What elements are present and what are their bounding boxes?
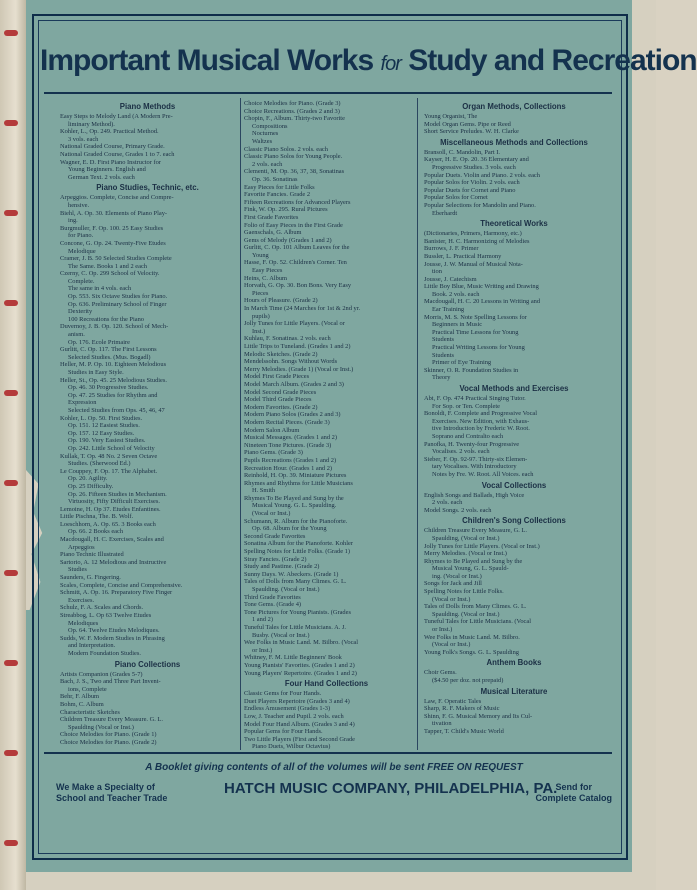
catalog-entry: Bohm, C. Album bbox=[60, 700, 104, 708]
title-rule bbox=[44, 92, 612, 94]
section-heading: Four Hand Collections bbox=[284, 679, 369, 689]
catalog-entry: Burgmuller, F. Op. 100. 25 Easy Studies bbox=[60, 224, 164, 232]
catalog-entry: Hasse, F. Op. 52. Children's Corner. Ten bbox=[244, 259, 347, 267]
catalog-entry: or Inst.) bbox=[252, 646, 273, 654]
catalog-entry: Wee Folks in Music Land. M. Bilbro. bbox=[424, 633, 520, 641]
catalog-entry: tive Introduction by Frederic W. Root. bbox=[432, 425, 530, 433]
catalog-entry: Clementi, M. Op. 36, 37, 38, Sonatinas bbox=[244, 168, 345, 176]
catalog-entry: Primer of Eye Training bbox=[432, 359, 492, 367]
catalog-entry: Notes by Fre. W. Root. All Voices. each bbox=[432, 470, 534, 478]
catalog-entry: ions, Complete bbox=[68, 685, 107, 693]
catalog-entry: Students bbox=[432, 336, 455, 344]
catalog-entry: Young Pianists' Favorites. (Grades 1 and 2) bbox=[244, 661, 355, 669]
catalog-entry: Young bbox=[252, 251, 269, 259]
catalog-entry: ($4.50 per doz. not prepaid) bbox=[432, 677, 504, 684]
title-part-1: Important Musical Works bbox=[40, 44, 374, 77]
catalog-entry: Burrows, J. F. Primer bbox=[424, 245, 479, 253]
catalog-entry: Merry Melodies. (Grade 1) (Vocal or Inst.) bbox=[244, 365, 354, 373]
catalog-entry: Gurlitt, C. Op. 101 Album Leaves for the bbox=[244, 244, 350, 252]
catalog-entry: Choice Melodies for Piano. (Grade 1) bbox=[60, 731, 157, 739]
section-heading: Miscellaneous Methods and Collections bbox=[440, 137, 588, 147]
catalog-entry: Modern Favorites. (Grade 2) bbox=[244, 403, 318, 411]
catalog-entry: Op. 176. Ecole Primaire bbox=[68, 338, 130, 346]
footer-rule bbox=[44, 752, 612, 754]
catalog-entry: 2 vols. each bbox=[252, 160, 283, 168]
catalog-entry: Two Little Players (First and Second Grade bbox=[244, 735, 356, 743]
catalog-entry: Bransoll, C. Mandolin, Part I. bbox=[424, 148, 500, 156]
catalog-entry: Wee Folks in Music Land. M. Bilbro. (Vocal bbox=[244, 639, 359, 647]
catalog-entry: Macdougall, H. C. 20 Lessons in Writing and bbox=[424, 298, 541, 306]
catalog-column-1 bbox=[60, 100, 235, 748]
catalog-entry: Jolly Tunes for Little Players. (Vocal or Inst.) bbox=[424, 542, 540, 550]
catalog-entry: Piano Technic Illustrated bbox=[60, 551, 124, 559]
catalog-entry: (Dictionaries, Primers, Harmony, etc.) bbox=[424, 230, 522, 238]
catalog-entry: Fink, W. Op. 295. Rural Pictures bbox=[244, 206, 328, 214]
catalog-entry: Op. 25 Difficulty. bbox=[68, 482, 114, 490]
catalog-entry: Artists Companion (Grades 5-7) bbox=[60, 670, 143, 678]
catalog-entry: Saunders, G. Fingering. bbox=[60, 574, 121, 582]
catalog-entry: Sharp, R. F. Makers of Music bbox=[424, 705, 500, 713]
catalog-entry: Kohler, L. Op. 50. First Studies. bbox=[60, 414, 143, 422]
catalog-entry: Shinn, F. G. Musical Memory and Its Cul- bbox=[424, 712, 533, 720]
catalog-entry: Heller, M. P. Op. 10. Eighteen Melodious bbox=[60, 361, 167, 369]
catalog-entry: 2 vols. each bbox=[432, 499, 463, 507]
catalog-entry: Popular Selections for Mandolin and Piano. bbox=[424, 201, 536, 209]
catalog-column-3 bbox=[424, 100, 604, 748]
catalog-entry: Fifteen Recreations for Advanced Players bbox=[244, 198, 351, 206]
catalog-entry: Kayser, H. E. Op. 20. 36 Elementary and bbox=[424, 156, 529, 164]
catalog-entry: Skinner, O. R. Foundation Studies in bbox=[424, 366, 519, 374]
catalog-entry: Op. 68. Album for the Young bbox=[252, 525, 327, 533]
catalog-entry: Modern Foundation Studies. bbox=[68, 649, 141, 657]
catalog-entry: Concone, G. Op. 24. Twenty-Five Etudes bbox=[60, 239, 166, 247]
catalog-entry: Soprano and Contralto each bbox=[432, 432, 504, 440]
section-heading: Organ Methods, Collections bbox=[462, 102, 566, 111]
booklet-notice: A Booklet giving contents of all of the volumes will be sent FREE ON REQUEST bbox=[145, 762, 523, 773]
catalog-entry: Young Organist, The bbox=[424, 113, 478, 120]
catalog-entry: Arpeggios. Complete, Concise and Compre- bbox=[60, 194, 174, 202]
catalog-entry: Model Third Grade Pieces bbox=[244, 396, 312, 404]
section-heading: Vocal Methods and Exercises bbox=[459, 384, 569, 393]
column-divider bbox=[417, 98, 418, 750]
catalog-entry: Easy Pieces bbox=[252, 267, 283, 275]
catalog-entry: Short Service Preludes. W. H. Clarke bbox=[424, 128, 519, 136]
catalog-entry: anism. bbox=[68, 331, 85, 339]
catalog-entry: Tone Gems. (Grade 4) bbox=[244, 601, 302, 609]
catalog-entry: Virtuosity, Fifty Difficult Exercises. bbox=[68, 498, 160, 506]
catalog-entry: Spaulding, (Vocal or Inst.) bbox=[432, 534, 500, 542]
catalog-entry: Children Treasure Every Measure, G. L. bbox=[424, 527, 527, 535]
catalog-entry: Spaulding. (Vocal or Inst.) bbox=[432, 610, 500, 618]
catalog-entry: Biehl, A. Op. 30. Elements of Piano Play- bbox=[60, 209, 168, 217]
catalog-entry: Young Players' Repertoire. (Grades 1 and 2) bbox=[244, 669, 357, 677]
catalog-entry: Exercises. New Edition, with Exhaus- bbox=[432, 417, 530, 425]
catalog-entry: Recreation Hour. (Grades 1 and 2) bbox=[244, 464, 333, 472]
catalog-entry: Tales of Dolls from Many Climes. G. L. bbox=[424, 603, 527, 611]
catalog-entry: In March Time (24 Marches for 1st & 2nd yr. bbox=[244, 305, 361, 313]
catalog-entry: The Same. Books 1 and 2 each bbox=[68, 262, 147, 270]
catalog-entry: Popular Duets for Cornet and Piano bbox=[424, 186, 516, 194]
catalog-entry: (Vocal or Inst.) bbox=[252, 510, 291, 518]
catalog-entry: German Text. 2 vols. each bbox=[68, 173, 135, 181]
catalog-entry: Little Trips to Tuneland. (Grades 1 and 2) bbox=[244, 343, 351, 350]
catalog-entry: Op. 36. Sonatinas bbox=[252, 175, 298, 183]
catalog-entry: Stray Fancies. (Grade 2) bbox=[244, 555, 307, 563]
catalog-entry: Gems of Melody (Grades 1 and 2) bbox=[244, 236, 332, 244]
catalog-entry: Complete. bbox=[68, 277, 95, 285]
catalog-entry: Melodique bbox=[68, 247, 96, 255]
catalog-entry: Studies bbox=[68, 566, 87, 574]
stitch-mark bbox=[4, 30, 18, 36]
catalog-entry: Melodic Sketches. (Grade 2) bbox=[244, 350, 318, 358]
catalog-entry: Duet Players Repertoire (Grades 3 and 4) bbox=[244, 697, 350, 705]
catalog-entry: Bonoldi, F. Complete and Progressive Vocal bbox=[424, 410, 538, 418]
catalog-entry: Compositions bbox=[252, 122, 288, 130]
catalog-entry: Streabbog, L. Op 63 Twelve Etudes bbox=[60, 612, 152, 619]
catalog-entry: Lemoine, H. Op 37. Etudes Enfantines. bbox=[60, 505, 161, 513]
catalog-entry: Model Songs. 2 vols. each bbox=[424, 506, 492, 514]
catalog-entry: Spaulding. (Vocal or Inst.) bbox=[252, 586, 320, 593]
catalog-entry: Study and Pastime. (Grade 2) bbox=[244, 563, 320, 571]
stitch-mark bbox=[4, 570, 18, 576]
catalog-entry: Nineteen Tone Pictures. (Grade 3) bbox=[244, 441, 332, 449]
catalog-entry: Endless Amusement (Grades 1-3) bbox=[244, 705, 331, 713]
catalog-entry: Tales of Dolls from Many Climes. G. L. bbox=[244, 578, 347, 586]
stitch-mark bbox=[4, 390, 18, 396]
catalog-entry: Classic Piano Solos for Young People. bbox=[244, 153, 343, 161]
catalog-entry: Classic Gems for Four Hands. bbox=[244, 690, 322, 698]
catalog-entry: Modern Salon Album bbox=[244, 426, 300, 434]
catalog-entry: (Vocal or Inst.) bbox=[432, 641, 471, 649]
catalog-entry: Scales, Complete, Concise and Comprehensive. bbox=[60, 581, 183, 589]
catalog-entry: Tuneful Tales for Little Musicians. (Vocal bbox=[424, 618, 531, 626]
catalog-entry: Piano Duets, Wilbur Octavius) bbox=[252, 743, 331, 751]
catalog-entry: Choice Melodies for Piano. (Grade 2) bbox=[60, 738, 157, 746]
catalog-entry: Young Beginners. English and bbox=[68, 166, 146, 174]
section-heading: Children's Song Collections bbox=[462, 516, 566, 526]
catalog-entry: Easy Steps to Melody Land (A Modern Pre- bbox=[60, 113, 173, 120]
catalog-entry: Melodiques bbox=[68, 619, 99, 627]
catalog-entry: Mendelssohn. Songs Without Words bbox=[244, 358, 338, 366]
catalog-entry: Whitney, F. M. Little Beginners' Book bbox=[244, 654, 342, 662]
stitch-mark bbox=[4, 660, 18, 666]
catalog-entry: Behr, F. Album bbox=[60, 693, 99, 701]
catalog-entry: The same in 4 vols. each bbox=[68, 285, 132, 293]
catalog-entry: Jousse, J. Catechism bbox=[424, 275, 477, 283]
catalog-entry: First Grade Favorites bbox=[244, 213, 299, 221]
catalog-entry: National Graded Course, Primary Grade. bbox=[60, 143, 165, 151]
catalog-entry: ing. (Vocal or Inst.) bbox=[432, 572, 482, 580]
stitch-mark bbox=[4, 210, 18, 216]
catalog-entry: Cramer, J. B. 50 Selected Studies Complete bbox=[60, 255, 172, 263]
section-heading: Anthem Books bbox=[486, 658, 542, 668]
catalog-column-2 bbox=[244, 100, 409, 751]
catalog-entry: tivation bbox=[432, 720, 452, 728]
catalog-entry: Op. 636. Preliminary School of Finger bbox=[68, 300, 167, 308]
catalog-entry: Selected Studies. (Mus. Bogadl) bbox=[68, 353, 151, 361]
catalog-entry: Heller, St., Op. 45. 25 Melodious Studies. bbox=[60, 376, 167, 384]
catalog-entry: Inst.) bbox=[252, 327, 266, 335]
catalog-entry: Practical Time Lessons for Young bbox=[432, 328, 519, 336]
catalog-entry: or Inst.) bbox=[432, 626, 453, 634]
catalog-entry: Model Organ Gems. Pipe or Reed bbox=[424, 120, 511, 128]
catalog-entry: Songs for Jack and Jill bbox=[424, 580, 482, 588]
catalog-entry: Choice Recreations. (Grades 2 and 3) bbox=[244, 107, 340, 115]
catalog-entry: Choice Melodies for Piano. (Grade 3) bbox=[244, 100, 341, 107]
catalog-entry: Op. 242. Little School of Velocity bbox=[68, 444, 155, 452]
catalog-entry: Bach, J. S., Two and Three Part Invent- bbox=[60, 678, 161, 686]
catalog-entry: Favorite Fancies. Grade 2 bbox=[244, 191, 311, 199]
catalog-entry: Rhymes To Be Played and Sung by the bbox=[244, 494, 344, 502]
catalog-entry: Law, F. Operatic Tales bbox=[424, 697, 482, 705]
catalog-entry: Musical Messages. (Grades 1 and 2) bbox=[244, 434, 337, 442]
catalog-entry: pupils) bbox=[252, 312, 270, 320]
catalog-entry: ing. bbox=[68, 217, 78, 225]
catalog-entry: H. Smith bbox=[252, 487, 276, 495]
stitch-mark bbox=[4, 840, 18, 846]
catalog-entry: Rhymes to Be Played and Sung by the bbox=[424, 557, 523, 565]
catalog-entry: Panofka, H. Twenty-four Progressive bbox=[424, 440, 520, 448]
catalog-entry: Students bbox=[432, 351, 455, 359]
footer bbox=[56, 756, 612, 852]
catalog-entry: Second Grade Favorites bbox=[244, 532, 306, 540]
catalog-entry: 3 vols. each bbox=[68, 135, 99, 143]
catalog-entry: Spaulding (Vocal or Inst.) bbox=[68, 723, 134, 731]
catalog-entry: Children Treasure Every Measure. G. L. bbox=[60, 716, 163, 724]
catalog-entry: Ear Training bbox=[432, 306, 465, 314]
catalog-entry: Third Grade Favorites bbox=[244, 593, 301, 601]
catalog-entry: Low, J. Teacher and Pupil. 2 vols. each bbox=[244, 712, 344, 720]
catalog-entry: Expression bbox=[68, 399, 97, 407]
catalog-entry: Choir Gems. bbox=[424, 669, 457, 677]
catalog-entry: Book. 2 vols. each bbox=[432, 290, 480, 298]
catalog-entry: Practical Writing Lessons for Young bbox=[432, 344, 525, 352]
catalog-entry: Wagner, E. D. First Piano Instructor for bbox=[60, 158, 161, 166]
page-title bbox=[40, 44, 697, 78]
catalog-entry: Abt, F. Op. 474 Practical Singing Tutor. bbox=[424, 395, 526, 402]
catalog-entry: Musical Young. G. L. Spaulding. bbox=[252, 502, 337, 510]
title-part-2: Study and Recreation bbox=[408, 44, 697, 77]
catalog-entry: Op. 26. Fifteen Studies in Mechanism. bbox=[68, 490, 167, 498]
catalog-note: Send for Complete Catalog bbox=[535, 782, 612, 803]
catalog-entry: Sartorio, A. 12 Melodious and Instructive bbox=[60, 558, 167, 566]
stitch-mark bbox=[4, 120, 18, 126]
catalog-entry: Vocalises. 2 vols. each bbox=[432, 448, 490, 456]
catalog-entry: Op. 553. Six Octave Studies for Piano. bbox=[68, 293, 168, 301]
catalog-entry: Schumann, R. Album for the Pianoforte. bbox=[244, 517, 348, 525]
catalog-entry: Piano Gems. (Grade 3) bbox=[244, 449, 303, 457]
catalog-entry: 100 Recreations for the Piano bbox=[68, 315, 144, 323]
catalog-entry: Little Boy Blue, Music Writing and Drawing bbox=[424, 283, 539, 291]
catalog-entry: Model Four Hand Album. (Grades 3 and 4) bbox=[244, 720, 355, 728]
catalog-entry: Busby. (Vocal or Inst.) bbox=[252, 631, 310, 639]
catalog-entry: Jolly Tunes for Little Players. (Vocal or bbox=[244, 320, 345, 328]
catalog-entry: Schulz, F. A. Scales and Chords. bbox=[60, 604, 144, 612]
catalog-entry: for Piano. bbox=[68, 232, 94, 240]
catalog-entry: Rhymes and Rhythms for Little Musicians bbox=[244, 479, 353, 487]
catalog-entry: National Graded Course, Grades 1 to 7. each bbox=[60, 150, 175, 158]
catalog-entry: Op. 66. 2 Books each bbox=[68, 528, 124, 536]
catalog-entry: Czerny, C. Op. 299 School of Velocity. bbox=[60, 270, 160, 278]
catalog-entry: Tone Pictures for Young Pianists. (Grades bbox=[244, 608, 351, 616]
catalog-entry: Model First Grade Pieces bbox=[244, 373, 310, 381]
catalog-entry: Op. 47. 25 Studies for Rhythm and bbox=[68, 391, 158, 399]
catalog-entry: Schmitt, A. Op. 16. Preparatory Five Finger bbox=[60, 589, 173, 597]
section-heading: Musical Literature bbox=[480, 686, 548, 696]
catalog-entry: Chopin, F., Album. Thirty-two Favorite bbox=[244, 115, 345, 123]
catalog-entry: Gurlitt, C. Op. 117. The First Lessons bbox=[60, 346, 157, 354]
catalog-entry: Eberhardt bbox=[432, 209, 458, 217]
catalog-entry: Model Second Grade Pieces bbox=[244, 388, 317, 396]
section-heading: Piano Methods bbox=[119, 102, 176, 111]
catalog-entry: Kuhlau, F. Sonatinas. 2 vols. each bbox=[244, 335, 331, 343]
catalog-entry: Studies in Easy Style. bbox=[68, 369, 124, 376]
catalog-entry: Sonatina Album for the Pianoforte. Kohler bbox=[244, 540, 353, 548]
stitch-mark bbox=[4, 300, 18, 306]
catalog-entry: For Sop. or Ten. Complete bbox=[432, 402, 500, 410]
catalog-entry: Sudds, W. F. Modern Studies in Phrasing bbox=[60, 634, 165, 642]
catalog-entry: Sunny Days. W. Abeckers. (Grade 1) bbox=[244, 570, 339, 578]
catalog-entry: Modern Recital Pieces. (Grade 3) bbox=[244, 418, 330, 426]
catalog-entry: Progressive Studies. 3 vols. each bbox=[432, 163, 516, 171]
catalog-entry: Classic Piano Solos. 2 vols. each bbox=[244, 145, 328, 153]
stitch-mark bbox=[4, 750, 18, 756]
catalog-entry: Kullak, T. Op. 48 No. 2 Seven Octave bbox=[60, 452, 158, 460]
catalog-entry: Pieces bbox=[252, 289, 269, 297]
catalog-entry: English Songs and Ballads, High Voice bbox=[424, 491, 525, 499]
catalog-entry: Tuneful Tales for Little Musicians. A. J. bbox=[244, 623, 346, 631]
catalog-entry: Characteristic Sketches bbox=[60, 708, 120, 716]
catalog-entry: tary Vocalises. With Introductory bbox=[432, 463, 517, 471]
catalog-entry: Heins, C. Album bbox=[244, 274, 287, 282]
catalog-entry: Popular Duets. Violin and Piano. 2 vols. each bbox=[424, 171, 540, 179]
catalog-entry: 1 and 2) bbox=[252, 616, 273, 624]
stitch-mark bbox=[4, 480, 18, 486]
catalog-entry: Bussler, L. Practical Harmony bbox=[424, 252, 502, 260]
catalog-entry: Popular Gems for Four Hands. bbox=[244, 728, 323, 736]
catalog-entry: Studies. (Sherwood Ed.) bbox=[68, 460, 131, 468]
catalog-entry: Macdougall, H. C. Exercises, Scales and bbox=[60, 536, 164, 544]
title-for: for bbox=[380, 53, 401, 75]
catalog-entry: Gaenschals, G. Album bbox=[244, 229, 302, 237]
catalog-entry: Op. 20. Agility. bbox=[68, 475, 108, 483]
catalog-entry: Sieber, F. Op. 92-97. Thirty-six Elemen- bbox=[424, 455, 528, 463]
section-heading: Vocal Collections bbox=[481, 480, 547, 490]
catalog-entry: Morris, M. S. Note Spelling Lessons for bbox=[424, 313, 527, 321]
catalog-entry: tion bbox=[432, 268, 442, 276]
catalog-entry: Model March Album. (Grades 2 and 3) bbox=[244, 380, 344, 388]
book-spine bbox=[0, 0, 26, 890]
catalog-entry: Dexterity bbox=[68, 308, 93, 316]
catalog-entry: Theory bbox=[432, 374, 451, 382]
catalog-entry: Musical Young, G. L. Spauld- bbox=[432, 565, 509, 573]
catalog-entry: Horvath, G. Op. 30. Bon Bons. Very Easy bbox=[244, 282, 352, 290]
catalog-entry: Le Couppey, F. Op. 17. The Alphabet. bbox=[60, 467, 158, 475]
section-heading: Theoretical Works bbox=[480, 219, 548, 229]
catalog-entry: Nocturnes bbox=[252, 130, 279, 138]
catalog-entry: Beginners in Music bbox=[432, 321, 483, 329]
column-divider bbox=[240, 98, 241, 750]
catalog-entry: Duvernoy, J. B. Op. 120. School of Mech- bbox=[60, 323, 169, 331]
catalog-entry: hensive. bbox=[68, 201, 90, 209]
catalog-entry: Little Pischna, The. B. Wolf. bbox=[60, 513, 134, 521]
catalog-entry: Kohler, L., Op. 249. Practical Method. bbox=[60, 128, 159, 136]
section-heading: Piano Collections bbox=[114, 659, 181, 669]
catalog-entry: Op. 151. 12 Easiest Studies. bbox=[68, 422, 140, 430]
catalog-entry: Modern Piano Solos (Grades 2 and 3) bbox=[244, 411, 341, 419]
catalog-entry: liminary Method). bbox=[68, 120, 115, 128]
specialty-note: We Make a Specialty of School and Teacher Trade bbox=[56, 782, 168, 803]
catalog-entry: and Interpretation. bbox=[68, 642, 116, 650]
catalog-entry: Op. 46. 30 Progressive Studies. bbox=[68, 384, 149, 392]
catalog-entry: Folio of Easy Pieces in the First Grade bbox=[244, 221, 343, 229]
catalog-entry: (Vocal or Inst.) bbox=[432, 595, 471, 603]
catalog-entry: Jousse, J. W. Manual of Musical Nota- bbox=[424, 260, 523, 268]
catalog-entry: Pupils Recreations (Grades 1 and 2) bbox=[244, 456, 337, 464]
catalog-entry: Exercises. bbox=[68, 596, 95, 604]
catalog-entry: Hours of Pleasure. (Grade 2) bbox=[244, 297, 318, 305]
catalog-entry: Spelling Notes for Little Folks. bbox=[424, 588, 504, 596]
catalog-entry: Op. 64. Twelve Etudes Melodiques. bbox=[68, 627, 160, 635]
section-heading: Piano Studies, Technic, etc. bbox=[96, 183, 199, 193]
catalog-entry: Selected Studies from Ops. 45, 46, 47 bbox=[68, 406, 165, 414]
publisher-name: HATCH MUSIC COMPANY, PHILADELPHIA, PA. bbox=[224, 780, 558, 797]
catalog-entry: Op. 157. 12 Easy Studies. bbox=[68, 429, 135, 437]
catalog-entry: Young Folk's Songs. G. L. Spaulding bbox=[424, 648, 519, 656]
catalog-entry: Loeschhorn, A. Op. 65. 3 Books each bbox=[60, 520, 156, 528]
catalog-entry: Easy Pieces for Little Folks bbox=[244, 183, 315, 191]
catalog-entry: Op. 190. Very Easiest Studies. bbox=[68, 437, 146, 445]
catalog-entry: Tapper, T. Child's Music World bbox=[424, 727, 504, 735]
catalog-entry: Arpeggios bbox=[68, 543, 95, 551]
catalog-entry: Reinhold, H. Op. 39. Miniature Pictures bbox=[244, 472, 347, 480]
catalog-entry: Spelling Notes for Little Folks. (Grade 1) bbox=[244, 548, 350, 556]
catalog-entry: Waltzes bbox=[252, 137, 273, 145]
catalog-entry: Popular Solos for Cornet bbox=[424, 194, 488, 202]
catalog-entry: Merry Melodies. (Vocal or Inst.) bbox=[424, 550, 507, 558]
catalog-entry: Banister, H. C. Harmonizing of Melodies bbox=[424, 237, 530, 245]
catalog-entry: Popular Solos for Violin. 2 vols. each bbox=[424, 179, 520, 187]
